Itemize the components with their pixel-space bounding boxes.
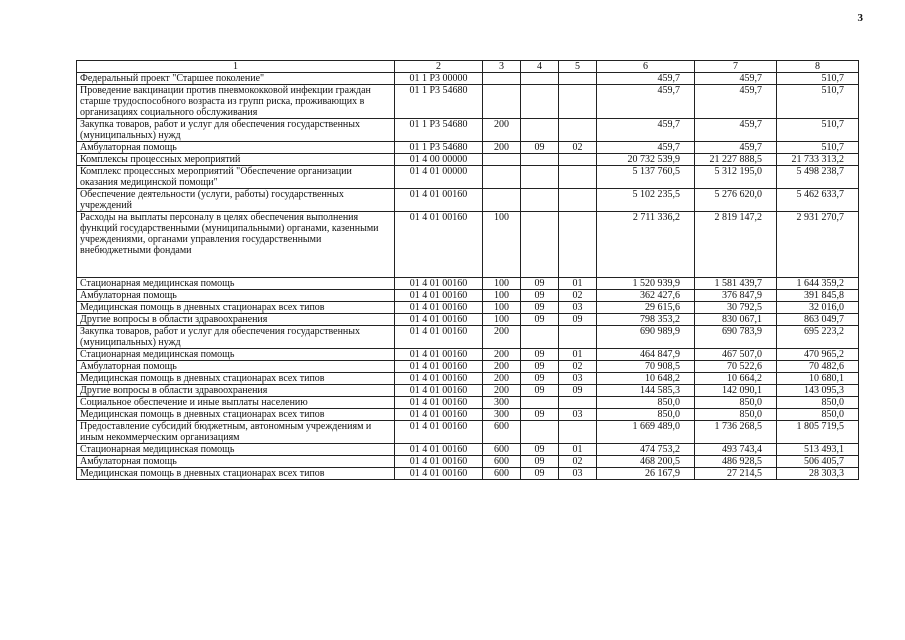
row-value-year1: 459,7 [597, 119, 695, 142]
header-cell: 8 [777, 61, 859, 73]
row-value-year3: 21 733 313,2 [777, 154, 859, 166]
row-value-year3: 10 680,1 [777, 373, 859, 385]
row-code: 01 1 P3 00000 [395, 73, 483, 85]
row-section [521, 119, 559, 142]
table-row [77, 314, 859, 326]
row-value-year1: 29 615,6 [597, 302, 695, 314]
row-name: Медицинская помощь в дневных стационарах всех типов [77, 468, 395, 480]
row-subsection [559, 85, 597, 119]
row-value-year2: 1 581 439,7 [695, 278, 777, 290]
row-name: Стационарная медицинская помощь [77, 349, 395, 361]
row-subsection: 01 [559, 278, 597, 290]
row-value-year1: 850,0 [597, 409, 695, 421]
row-value-year3: 510,7 [777, 119, 859, 142]
table-row [77, 326, 859, 349]
row-section: 09 [521, 361, 559, 373]
table-row [77, 142, 859, 154]
row-subsection [559, 166, 597, 189]
row-value-year1: 850,0 [597, 397, 695, 409]
row-name: Амбулаторная помощь [77, 290, 395, 302]
row-value-year2: 10 664,2 [695, 373, 777, 385]
row-value-year1: 144 585,3 [597, 385, 695, 397]
table-row [77, 278, 859, 290]
row-subsection: 02 [559, 142, 597, 154]
row-value-year1: 464 847,9 [597, 349, 695, 361]
row-value-year1: 459,7 [597, 73, 695, 85]
table-row [77, 444, 859, 456]
row-section: 09 [521, 409, 559, 421]
row-value-year1: 459,7 [597, 142, 695, 154]
row-expense-type: 300 [483, 409, 521, 421]
table-row [77, 397, 859, 409]
row-value-year3: 5 462 633,7 [777, 189, 859, 212]
row-expense-type: 200 [483, 326, 521, 349]
row-subsection [559, 189, 597, 212]
row-value-year3: 32 016,0 [777, 302, 859, 314]
row-value-year2: 27 214,5 [695, 468, 777, 480]
row-expense-type: 300 [483, 397, 521, 409]
row-code: 01 4 01 00160 [395, 409, 483, 421]
row-code: 01 4 01 00000 [395, 166, 483, 189]
row-code: 01 4 01 00160 [395, 361, 483, 373]
row-value-year2: 459,7 [695, 85, 777, 119]
row-value-year3: 2 931 270,7 [777, 212, 859, 278]
row-value-year2: 850,0 [695, 409, 777, 421]
row-name: Амбулаторная помощь [77, 456, 395, 468]
row-subsection [559, 154, 597, 166]
header-cell: 2 [395, 61, 483, 73]
row-code: 01 4 01 00160 [395, 349, 483, 361]
row-section: 09 [521, 444, 559, 456]
budget-table-body [77, 61, 859, 480]
row-expense-type: 200 [483, 385, 521, 397]
row-expense-type [483, 73, 521, 85]
table-row [77, 385, 859, 397]
row-name: Комплексы процессных мероприятий [77, 154, 395, 166]
header-cell: 1 [77, 61, 395, 73]
row-value-year2: 376 847,9 [695, 290, 777, 302]
row-code: 01 1 P3 54680 [395, 119, 483, 142]
table-row [77, 73, 859, 85]
row-value-year1: 1 669 489,0 [597, 421, 695, 444]
row-value-year2: 459,7 [695, 73, 777, 85]
row-value-year2: 459,7 [695, 119, 777, 142]
row-section: 09 [521, 302, 559, 314]
row-section: 09 [521, 278, 559, 290]
row-value-year2: 690 783,9 [695, 326, 777, 349]
row-value-year3: 510,7 [777, 85, 859, 119]
row-section [521, 166, 559, 189]
page-number: 3 [857, 12, 863, 24]
row-subsection: 01 [559, 444, 597, 456]
row-expense-type: 600 [483, 421, 521, 444]
table-row [77, 361, 859, 373]
row-section [521, 397, 559, 409]
budget-table [76, 60, 859, 480]
row-value-year2: 30 792,5 [695, 302, 777, 314]
row-name: Другие вопросы в области здравоохранения [77, 385, 395, 397]
row-code: 01 4 00 00000 [395, 154, 483, 166]
row-value-year1: 362 427,6 [597, 290, 695, 302]
row-section [521, 189, 559, 212]
row-name: Социальное обеспечение и иные выплаты населению [77, 397, 395, 409]
row-section [521, 154, 559, 166]
row-value-year3: 850,0 [777, 409, 859, 421]
header-cell: 3 [483, 61, 521, 73]
row-section: 09 [521, 373, 559, 385]
table-row [77, 166, 859, 189]
header-cell: 6 [597, 61, 695, 73]
row-expense-type: 200 [483, 373, 521, 385]
row-code: 01 4 01 00160 [395, 314, 483, 326]
row-subsection [559, 73, 597, 85]
row-subsection: 01 [559, 349, 597, 361]
row-subsection: 03 [559, 409, 597, 421]
table-row [77, 85, 859, 119]
row-subsection [559, 119, 597, 142]
header-cell: 7 [695, 61, 777, 73]
header-row [77, 61, 859, 73]
table-row [77, 189, 859, 212]
row-subsection [559, 421, 597, 444]
row-code: 01 4 01 00160 [395, 212, 483, 278]
row-value-year1: 5 137 760,5 [597, 166, 695, 189]
row-value-year2: 142 090,1 [695, 385, 777, 397]
row-code: 01 4 01 00160 [395, 290, 483, 302]
row-section: 09 [521, 456, 559, 468]
row-expense-type: 200 [483, 361, 521, 373]
row-expense-type: 100 [483, 212, 521, 278]
row-value-year2: 830 067,1 [695, 314, 777, 326]
row-name: Другие вопросы в области здравоохранения [77, 314, 395, 326]
row-value-year3: 5 498 238,7 [777, 166, 859, 189]
row-subsection: 02 [559, 361, 597, 373]
row-name: Стационарная медицинская помощь [77, 278, 395, 290]
row-code: 01 4 01 00160 [395, 456, 483, 468]
row-expense-type: 100 [483, 278, 521, 290]
row-section [521, 73, 559, 85]
row-expense-type [483, 154, 521, 166]
row-section: 09 [521, 142, 559, 154]
row-value-year3: 850,0 [777, 397, 859, 409]
table-row [77, 119, 859, 142]
row-section [521, 421, 559, 444]
row-section [521, 326, 559, 349]
row-subsection: 02 [559, 456, 597, 468]
row-value-year2: 493 743,4 [695, 444, 777, 456]
header-cell: 5 [559, 61, 597, 73]
row-value-year3: 70 482,6 [777, 361, 859, 373]
table-row [77, 421, 859, 444]
row-name: Проведение вакцинации против пневмококковой инфекции граждан старше трудоспособного возраста из групп риска, проживающих в организациях социального обслуживания [77, 85, 395, 119]
row-code: 01 4 01 00160 [395, 373, 483, 385]
header-cell: 4 [521, 61, 559, 73]
row-value-year1: 459,7 [597, 85, 695, 119]
row-value-year2: 850,0 [695, 397, 777, 409]
row-value-year1: 26 167,9 [597, 468, 695, 480]
table-row [77, 290, 859, 302]
row-value-year3: 1 805 719,5 [777, 421, 859, 444]
row-value-year1: 798 353,2 [597, 314, 695, 326]
row-subsection: 03 [559, 302, 597, 314]
row-value-year3: 510,7 [777, 142, 859, 154]
row-code: 01 4 01 00160 [395, 397, 483, 409]
row-subsection [559, 397, 597, 409]
row-name: Медицинская помощь в дневных стационарах всех типов [77, 373, 395, 385]
row-expense-type: 200 [483, 349, 521, 361]
row-value-year3: 391 845,8 [777, 290, 859, 302]
row-code: 01 4 01 00160 [395, 421, 483, 444]
row-code: 01 4 01 00160 [395, 278, 483, 290]
row-subsection [559, 212, 597, 278]
row-name: Обеспечение деятельности (услуги, работы) государственных учреждений [77, 189, 395, 212]
row-section [521, 85, 559, 119]
row-value-year1: 468 200,5 [597, 456, 695, 468]
row-section [521, 212, 559, 278]
row-value-year2: 467 507,0 [695, 349, 777, 361]
row-subsection: 03 [559, 468, 597, 480]
row-name: Амбулаторная помощь [77, 361, 395, 373]
row-value-year3: 506 405,7 [777, 456, 859, 468]
row-expense-type: 100 [483, 302, 521, 314]
row-value-year3: 510,7 [777, 73, 859, 85]
table-row [77, 154, 859, 166]
table-row [77, 212, 859, 278]
row-code: 01 4 01 00160 [395, 385, 483, 397]
row-value-year1: 70 908,5 [597, 361, 695, 373]
row-expense-type: 100 [483, 290, 521, 302]
row-value-year2: 70 522,6 [695, 361, 777, 373]
row-section: 09 [521, 290, 559, 302]
row-subsection: 03 [559, 373, 597, 385]
row-value-year2: 5 312 195,0 [695, 166, 777, 189]
row-value-year1: 1 520 939,9 [597, 278, 695, 290]
row-name: Стационарная медицинская помощь [77, 444, 395, 456]
row-value-year2: 5 276 620,0 [695, 189, 777, 212]
row-code: 01 1 P3 54680 [395, 85, 483, 119]
row-expense-type: 600 [483, 444, 521, 456]
row-value-year2: 2 819 147,2 [695, 212, 777, 278]
row-name: Комплекс процессных мероприятий "Обеспечение организации оказания медицинской помощи" [77, 166, 395, 189]
row-expense-type [483, 189, 521, 212]
row-name: Амбулаторная помощь [77, 142, 395, 154]
row-expense-type [483, 85, 521, 119]
row-name: Расходы на выплаты персоналу в целях обеспечения выполнения функций государственными (муниципальными) органами, казенными учреждениями, органами управления государственными внебюджетными фондами [77, 212, 395, 278]
row-name: Медицинская помощь в дневных стационарах всех типов [77, 302, 395, 314]
row-name: Медицинская помощь в дневных стационарах всех типов [77, 409, 395, 421]
row-value-year2: 486 928,5 [695, 456, 777, 468]
row-value-year1: 2 711 336,2 [597, 212, 695, 278]
row-value-year2: 21 227 888,5 [695, 154, 777, 166]
row-code: 01 4 01 00160 [395, 189, 483, 212]
table-row [77, 349, 859, 361]
row-expense-type: 200 [483, 142, 521, 154]
row-section: 09 [521, 385, 559, 397]
row-value-year3: 143 095,3 [777, 385, 859, 397]
row-value-year3: 28 303,3 [777, 468, 859, 480]
row-value-year3: 695 223,2 [777, 326, 859, 349]
row-section: 09 [521, 349, 559, 361]
row-expense-type: 200 [483, 119, 521, 142]
row-code: 01 4 01 00160 [395, 444, 483, 456]
row-name: Закупка товаров, работ и услуг для обеспечения государственных (муниципальных) нужд [77, 326, 395, 349]
row-code: 01 1 P3 54680 [395, 142, 483, 154]
table-row [77, 456, 859, 468]
row-section: 09 [521, 314, 559, 326]
row-value-year2: 1 736 268,5 [695, 421, 777, 444]
row-subsection [559, 326, 597, 349]
row-value-year1: 474 753,2 [597, 444, 695, 456]
row-section: 09 [521, 468, 559, 480]
row-code: 01 4 01 00160 [395, 302, 483, 314]
row-code: 01 4 01 00160 [395, 326, 483, 349]
row-value-year1: 10 648,2 [597, 373, 695, 385]
row-value-year3: 470 965,2 [777, 349, 859, 361]
row-name: Федеральный проект "Старшее поколение" [77, 73, 395, 85]
row-value-year1: 20 732 539,9 [597, 154, 695, 166]
row-value-year2: 459,7 [695, 142, 777, 154]
table-row [77, 373, 859, 385]
row-subsection: 09 [559, 314, 597, 326]
table-row [77, 302, 859, 314]
row-value-year3: 1 644 359,2 [777, 278, 859, 290]
row-value-year3: 863 049,7 [777, 314, 859, 326]
row-subsection: 02 [559, 290, 597, 302]
row-expense-type: 600 [483, 456, 521, 468]
row-name: Предоставление субсидий бюджетным, автономным учреждениям и иным некоммерческим организациям [77, 421, 395, 444]
row-name: Закупка товаров, работ и услуг для обеспечения государственных (муниципальных) нужд [77, 119, 395, 142]
row-code: 01 4 01 00160 [395, 468, 483, 480]
row-expense-type [483, 166, 521, 189]
row-value-year1: 690 989,9 [597, 326, 695, 349]
row-value-year1: 5 102 235,5 [597, 189, 695, 212]
row-value-year3: 513 493,1 [777, 444, 859, 456]
table-row [77, 409, 859, 421]
row-expense-type: 100 [483, 314, 521, 326]
row-expense-type: 600 [483, 468, 521, 480]
table-row [77, 468, 859, 480]
row-subsection: 09 [559, 385, 597, 397]
